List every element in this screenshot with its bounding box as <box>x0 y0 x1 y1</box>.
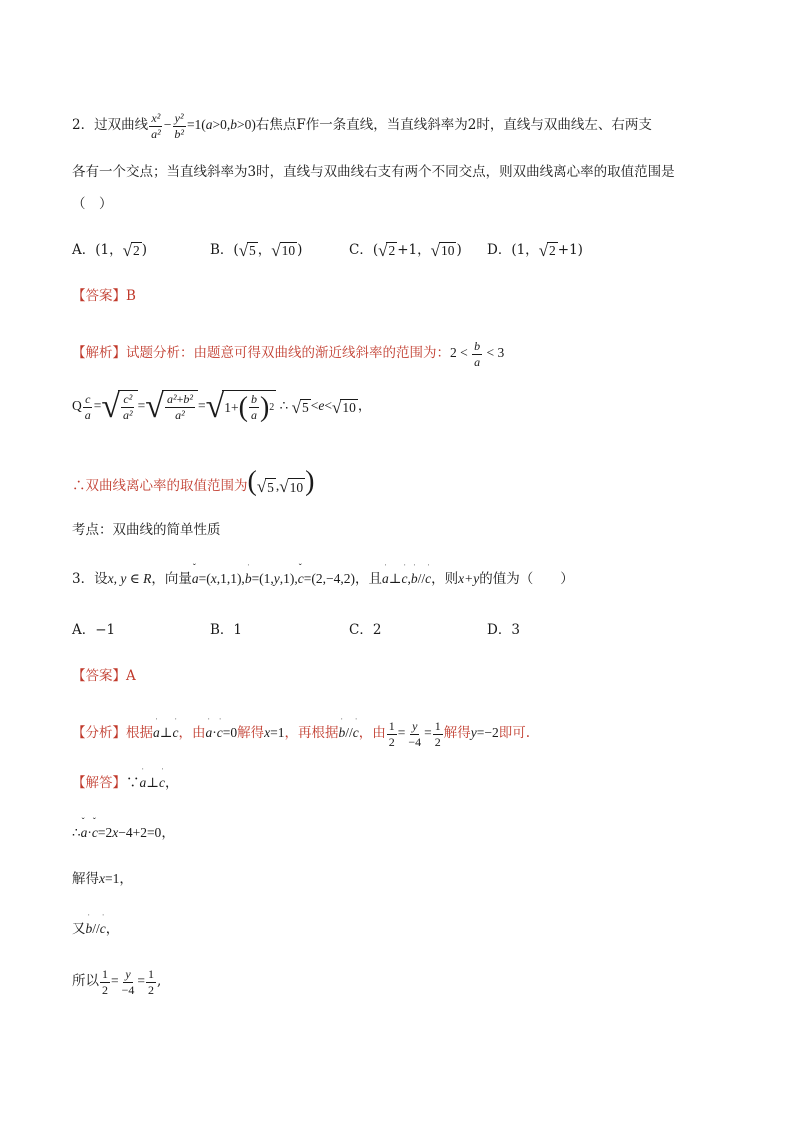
q3-solution-step1: ∴ˇ a·ˇ c=2x−4+2=0， <box>72 826 175 841</box>
eccentricity-derivation: Q $\frac{c}{a}$ = √ $\frac{\text{c²}}{\text{a²}}$ = √ $\frac{\text{a²+b²}}{\text{a²}}$ = √ 1+ ( $\frac{b}{a}$ ) 2 ∴ √ 5 <e< √ 10 ， <box>72 388 372 425</box>
q3-conditions: ˈ a⊥ˈ c,ˈ b//ˈ c <box>382 571 431 586</box>
q2-kaodian: 考点：双曲线的简单性质 <box>72 522 221 538</box>
q2-option-b: B．( √ 5 ， √ 10 ) <box>210 241 303 260</box>
q3-stem <box>72 572 574 587</box>
q2-option-c: C．( √ 2 +1， √ 10 ) <box>349 241 462 260</box>
q2-answer-tag: 【答案】 <box>72 288 126 304</box>
q2-stem-line2: 各有一个交点；当直线斜率为3时，直线与双曲线右支有两个不同交点，则双曲线离心率的取值范围是 <box>72 164 675 180</box>
q2-stem-line3: （ ） <box>72 196 113 212</box>
hyperbola-equation: $\frac{\text{x²}}{\text{a²}}$ − $\frac{\text{y²}}{\text{b²}}$ =1(a>0,b>0) <box>151 111 256 141</box>
q3-expression: x+y <box>458 571 480 586</box>
q3-option-d: D．3 <box>487 622 520 638</box>
q3-cond: ，且 <box>355 571 383 587</box>
q3-then2: 的值为（ ） <box>479 571 574 587</box>
q2-analysis <box>72 340 504 368</box>
q3-solution-step2: 解得x=1， <box>72 871 133 887</box>
q3-option-c: C．2 <box>349 622 382 638</box>
q3-then: ，则 <box>431 571 459 587</box>
eccentricity-interval: ( √ 5 , √ 10 ) <box>247 466 315 497</box>
q3-prefix: 3．设 <box>72 571 108 587</box>
q3-answer-value: A <box>126 668 136 684</box>
q3-option-a: A．−1 <box>72 622 116 638</box>
q3-solution-head: 【解答】∵ˈ a⊥ˈ c， <box>72 776 178 791</box>
q2-conclusion <box>72 468 314 496</box>
q3-answer-tag: 【答案】 <box>72 668 126 684</box>
q3-vars: x, y ∈ R <box>107 571 152 586</box>
q3-option-b: B．1 <box>210 622 243 638</box>
q2-option-a: A．(1， √ 2 ) <box>72 241 147 260</box>
q3-solution-step3: 又ˈ b//ˈ c， <box>72 922 119 937</box>
slope-range: 2 < $\frac{b}{a}$ < 3 <box>450 339 505 369</box>
q2-prefix: 2．过双曲线 <box>72 117 149 134</box>
q2-answer-value: B <box>126 288 136 304</box>
q3-answer <box>72 670 136 684</box>
q3-analysis: 【分析】根据ˈ a⊥ˈ c，由ˈ a·ˈ c=0解得x=1，再根据ˈ b//ˈ c，由 $\frac{1}{2}$ = $\frac{y}{-4}$ = $\frac{1}{2}$ 解得y=−2即可. <box>72 720 530 748</box>
q3-mid: ，向量 <box>151 571 192 587</box>
q2-conclusion-text: ∴双曲线离心率的取值范围为 <box>72 478 248 494</box>
q2-answer <box>72 290 136 304</box>
q3-vectors: ˇ a=(x,1,1),ˈ b=(1,y,1),ˇ c=(2,−4,2) <box>192 571 355 586</box>
q2-suffix: 右焦点F作一条直线，当直线斜率为2时，直线与双曲线左、右两支 <box>255 117 652 134</box>
q2-analysis-tag: 【解析】 <box>72 345 126 362</box>
q2-option-d: D．(1， √ 2 +1) <box>487 241 583 260</box>
q2-stem-line1 <box>72 112 652 140</box>
q3-solution-step4: 所以 $\frac{1}{2}$ = $\frac{y}{-4}$ = $\frac{1}{2}$ , <box>72 967 162 997</box>
q2-analysis-text: 试题分析：由题意可得双曲线的渐近线斜率的范围为： <box>126 345 450 362</box>
